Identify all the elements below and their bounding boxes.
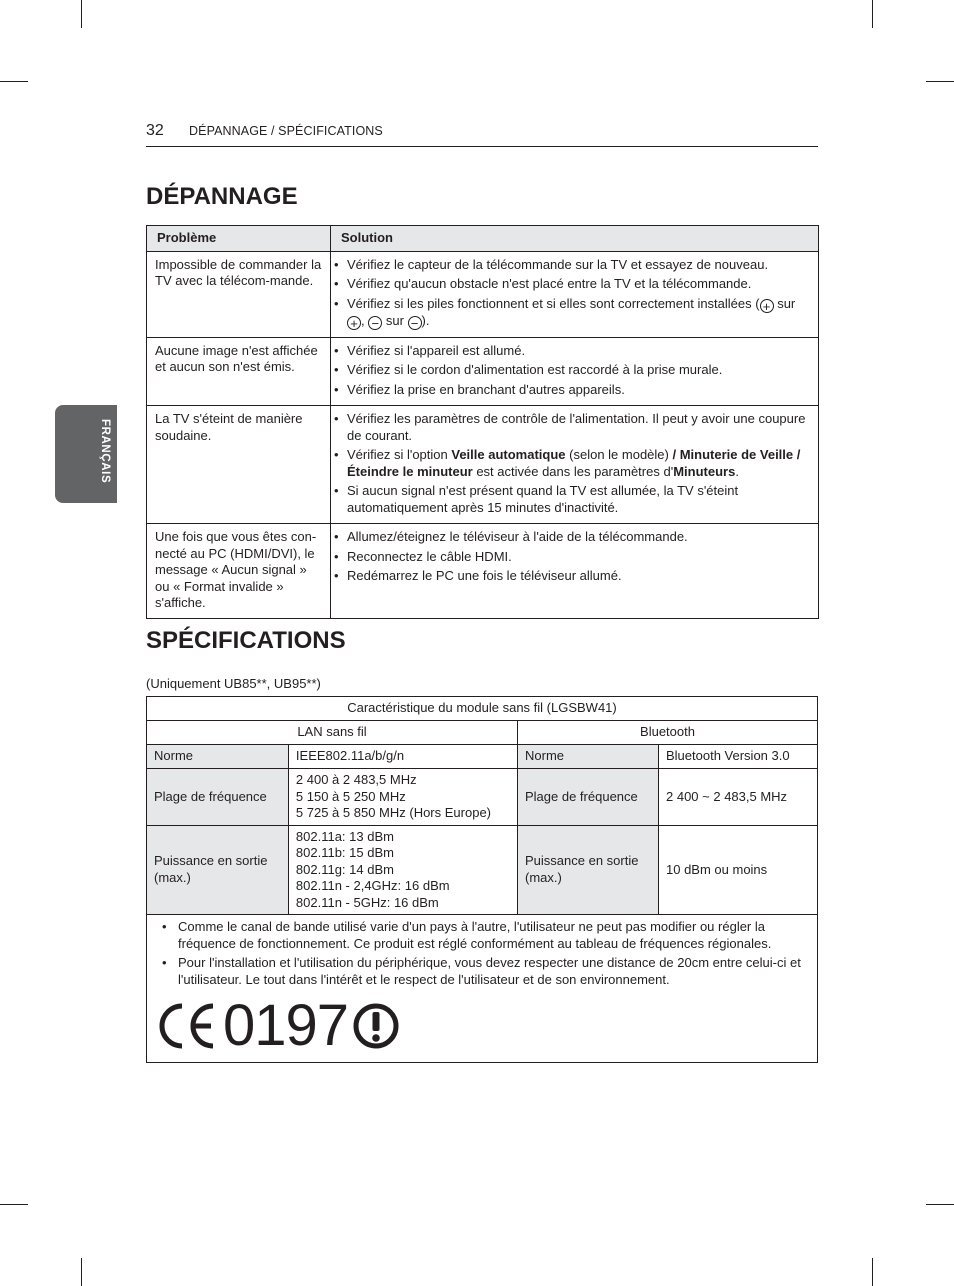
- crop-mark: [926, 1204, 954, 1205]
- list-item: • Redémarrez le PC une fois le téléviseur allumé.: [334, 568, 810, 585]
- list-item: • Vérifiez si les piles fonctionnent et si elles sont correctement installées ( + sur + , − sur − ).: [334, 296, 810, 330]
- page-number: 32: [146, 122, 164, 139]
- problem-cell: Une fois que vous êtes con-necté au PC (HDMI/DVI), le message « Aucun signal » ou « Format invalide » s'affiche.: [147, 524, 331, 619]
- specifications-title: SPÉCIFICATIONS: [146, 627, 346, 654]
- ce-notified-body-number: 0197: [223, 993, 349, 1058]
- ce-mark-icon: [155, 1002, 217, 1050]
- lan-freq-label: Plage de fréquence: [147, 769, 289, 826]
- list-item: • Allumez/éteignez le téléviseur à l'aide de la télécommande.: [334, 529, 810, 546]
- list-item: • Comme le canal de bande utilisé varie d'un pays à l'autre, l'utilisateur ne peut pas modifier ou régler la fréquence de fonctionnement. Ce produit est réglé conformément au tableau de fréquences régionales.: [162, 919, 809, 952]
- crop-mark: [81, 0, 82, 28]
- plus-circle-icon: +: [347, 316, 361, 330]
- table-row: [147, 697, 818, 721]
- solution-cell: [331, 406, 819, 524]
- problem-column-header: Problème: [147, 226, 331, 252]
- troubleshooting-title: DÉPANNAGE: [146, 183, 298, 210]
- table-row: [147, 337, 819, 406]
- list-item: • Vérifiez si l'option Veille automatique (selon le modèle) / Minuterie de Veille / Éteindre le minuteur est activée dans les paramètres d'Minuteurs.: [334, 447, 810, 480]
- table-row: [147, 721, 818, 745]
- bt-freq-label: Plage de fréquence: [518, 769, 659, 826]
- bt-freq-value: 2 400 ~ 2 483,5 MHz: [659, 769, 818, 826]
- bluetooth-header-cell: Bluetooth: [518, 721, 818, 745]
- lan-freq-value: 2 400 à 2 483,5 MHz 5 150 à 5 250 MHz 5 725 à 5 850 MHz (Hors Europe): [288, 769, 517, 826]
- page-header: [146, 122, 818, 147]
- solution-cell: [331, 337, 819, 406]
- crop-mark: [0, 81, 28, 82]
- plus-circle-icon: +: [760, 299, 774, 313]
- lan-norm-label: Norme: [147, 745, 289, 769]
- list-item: • Reconnectez le câble HDMI.: [334, 549, 810, 566]
- table-row: [147, 251, 819, 337]
- list-item: • Vérifiez le capteur de la télécommande sur la TV et essayez de nouveau.: [334, 257, 810, 274]
- lan-norm-value: IEEE802.11a/b/g/n: [288, 745, 517, 769]
- problem-cell: Impossible de commander la TV avec la télécom-mande.: [147, 251, 331, 337]
- crop-mark: [926, 81, 954, 82]
- lan-power-label: Puissance en sortie (max.): [147, 825, 289, 915]
- table-row: [147, 745, 818, 769]
- list-item: • Vérifiez si l'appareil est allumé.: [334, 343, 810, 360]
- running-head: DÉPANNAGE / SPÉCIFICATIONS: [189, 124, 383, 138]
- bt-norm-label: Norme: [518, 745, 659, 769]
- bt-norm-value: Bluetooth Version 3.0: [659, 745, 818, 769]
- problem-cell: Aucune image n'est affichée et aucun son n'est émis.: [147, 337, 331, 406]
- list-item: • Vérifiez qu'aucun obstacle n'est placé entre la TV et la télécommande.: [334, 276, 810, 293]
- solution-column-header: Solution: [331, 226, 819, 252]
- module-title-cell: Caractéristique du module sans fil (LGSBW41): [147, 697, 818, 721]
- specifications-table: [146, 696, 818, 1063]
- crop-mark: [81, 1258, 82, 1286]
- table-row: [147, 825, 818, 915]
- list-item: • Vérifiez si le cordon d'alimentation est raccordé à la prise murale.: [334, 362, 810, 379]
- minus-circle-icon: −: [368, 316, 382, 330]
- notes-cell: [147, 915, 818, 1063]
- troubleshooting-table: [146, 225, 819, 619]
- language-tab-label: FRANÇAIS: [99, 419, 111, 484]
- lan-header-cell: LAN sans fil: [147, 721, 518, 745]
- table-row: [147, 524, 819, 619]
- list-item: • Si aucun signal n'est présent quand la TV est allumée, la TV s'éteint automatiquement après 15 minutes d'inactivité.: [334, 483, 810, 516]
- crop-mark: [0, 1204, 28, 1205]
- problem-cell: La TV s'éteint de manière soudaine.: [147, 406, 331, 524]
- list-item: • Pour l'installation et l'utilisation du périphérique, vous devez respecter une distance de 20cm entre celui-ci et l'utilisateur. Le tout dans l'intérêt et le respect de l'utilisateur et de son environnement.: [162, 955, 809, 988]
- table-row: [147, 406, 819, 524]
- list-item: • Vérifiez la prise en branchant d'autres appareils.: [334, 382, 810, 399]
- ce-marking: [155, 993, 809, 1058]
- lan-power-value: 802.11a: 13 dBm 802.11b: 15 dBm 802.11g: 14 dBm 802.11n - 2,4GHz: 16 dBm 802.11n - 5GHz: 16 dBm: [288, 825, 517, 915]
- table-row: [147, 769, 818, 826]
- table-header-row: [147, 226, 819, 252]
- crop-mark: [872, 0, 873, 28]
- solution-cell: [331, 251, 819, 337]
- alert-circle-icon: [352, 1002, 400, 1050]
- solution-cell: [331, 524, 819, 619]
- models-note: (Uniquement UB85**, UB95**): [146, 676, 321, 691]
- bt-power-value: 10 dBm ou moins: [659, 825, 818, 915]
- language-tab: [55, 405, 117, 503]
- minus-circle-icon: −: [408, 316, 422, 330]
- bt-power-label: Puissance en sortie (max.): [518, 825, 659, 915]
- table-row: [147, 915, 818, 1063]
- list-item: • Vérifiez les paramètres de contrôle de l'alimentation. Il peut y avoir une coupure de courant.: [334, 411, 810, 444]
- crop-mark: [872, 1258, 873, 1286]
